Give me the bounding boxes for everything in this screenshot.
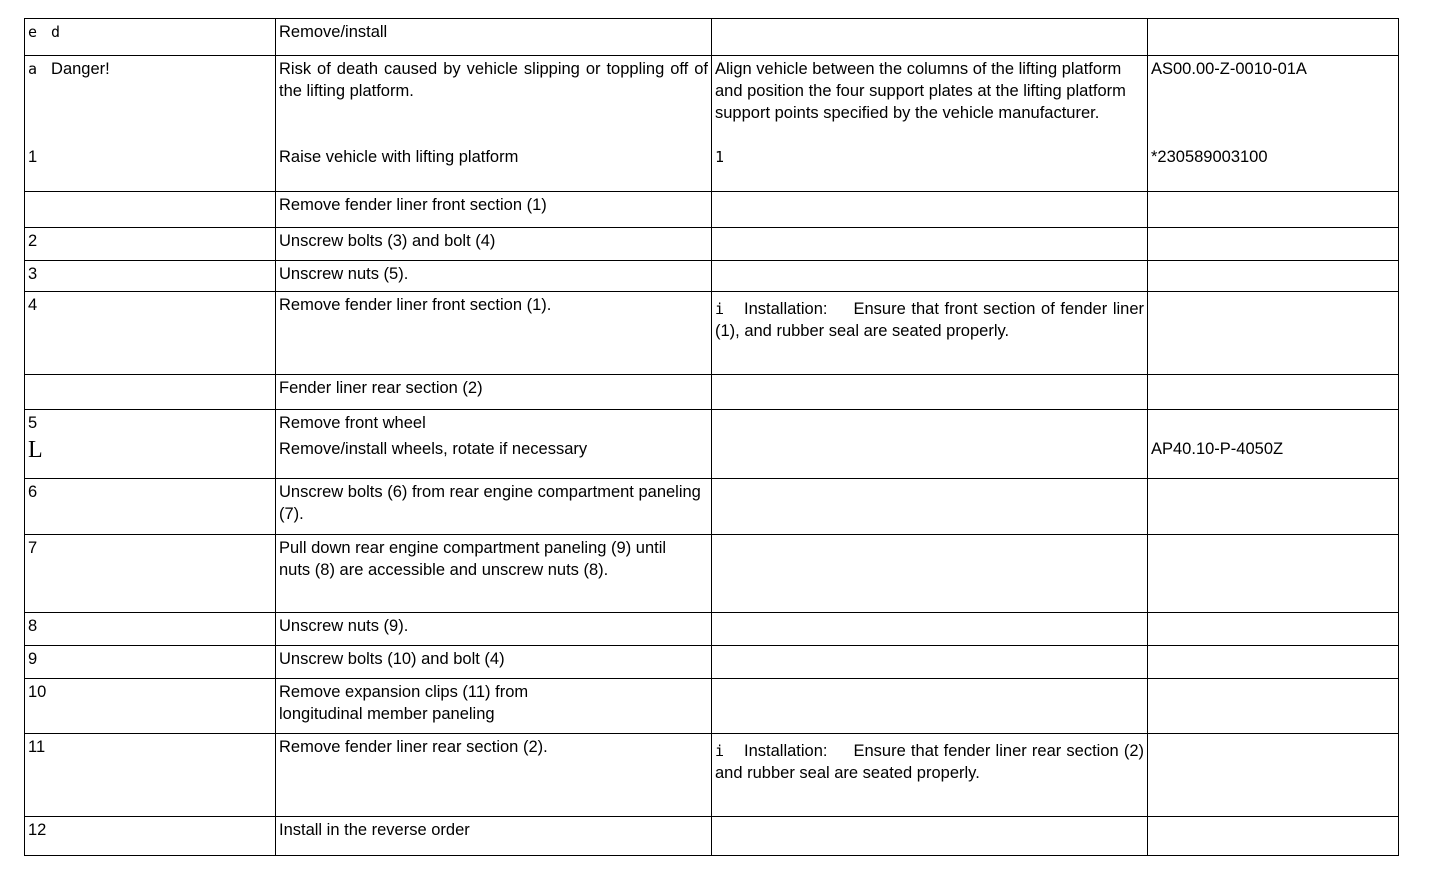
procedure-table — [24, 18, 1399, 856]
step-number: 9 — [25, 646, 276, 679]
step-subtext: Remove/install wheels, rotate if necessary — [279, 440, 588, 458]
step-row — [25, 646, 1399, 679]
step-number: 5 — [28, 414, 38, 432]
empty-cell — [712, 679, 1148, 734]
step-ref: *230589003100 — [1151, 148, 1268, 166]
step-text: Unscrew bolts (10) and bolt (4) — [276, 646, 712, 679]
step-number: 12 — [25, 817, 276, 856]
empty-cell — [25, 375, 276, 410]
empty-cell — [1148, 192, 1399, 228]
wrench-reference-symbol: L — [28, 437, 43, 463]
empty-cell — [712, 410, 1148, 479]
step-row — [25, 679, 1399, 734]
danger-label: Danger! — [51, 60, 110, 78]
step-text: Unscrew nuts (9). — [276, 613, 712, 646]
section-row — [25, 375, 1399, 410]
empty-cell — [1148, 817, 1399, 856]
symbol-e: e — [28, 23, 38, 41]
section-title-front: Remove fender liner front section (1) — [276, 192, 712, 228]
step-row — [25, 479, 1399, 535]
header-row — [25, 19, 1399, 56]
installation-note — [712, 292, 1148, 375]
header-title: Remove/install — [276, 19, 712, 56]
header-symbols — [25, 19, 276, 56]
step-text: Unscrew nuts (5). — [276, 261, 712, 292]
step-number: 3 — [25, 261, 276, 292]
installation-note — [712, 734, 1148, 817]
danger-col2 — [276, 56, 712, 192]
danger-instruction: Align vehicle between the columns of the lifting platform and position the four support plates at the lifting platform support points specified by the vehicle manufacturer. — [715, 60, 1126, 122]
empty-cell — [712, 479, 1148, 535]
step-number: 7 — [25, 535, 276, 613]
empty-cell — [1148, 261, 1399, 292]
empty-cell — [1148, 613, 1399, 646]
step-number: 1 — [28, 148, 38, 166]
step-text: Remove fender liner front section (1). — [276, 292, 712, 375]
danger-col3 — [712, 56, 1148, 192]
empty-cell — [1148, 734, 1399, 817]
empty-cell — [712, 646, 1148, 679]
empty-cell — [1148, 228, 1399, 261]
step-ref: AP40.10-P-4050Z — [1151, 440, 1284, 458]
step-number: 2 — [25, 228, 276, 261]
danger-ref: AS00.00-Z-0010-01A — [1151, 60, 1307, 78]
section-title-rear: Fender liner rear section (2) — [276, 375, 712, 410]
step-number: 4 — [25, 292, 276, 375]
empty-cell — [1148, 375, 1399, 410]
symbol-d: d — [51, 23, 61, 41]
danger-col1 — [25, 56, 276, 192]
step-text: Remove fender liner rear section (2). — [276, 734, 712, 817]
empty-cell — [712, 613, 1148, 646]
danger-symbol: a — [28, 60, 38, 78]
step-number: 8 — [25, 613, 276, 646]
step-row — [25, 410, 1399, 479]
note-text: Ensure that fender liner rear section (2) and rubber seal are seated properly. — [715, 742, 1144, 782]
note-label: Installation: — [744, 300, 828, 318]
info-icon: i — [715, 742, 725, 760]
step-row — [25, 817, 1399, 856]
empty-cell — [1148, 292, 1399, 375]
step-text: Pull down rear engine compartment paneling (9) until nuts (8) are accessible and unscrew nuts (8). — [276, 535, 712, 613]
step-number: 11 — [25, 734, 276, 817]
step-row — [25, 535, 1399, 613]
step-note-symbol: 1 — [715, 148, 725, 166]
step-text: Remove front wheel — [279, 414, 426, 432]
step-row — [25, 734, 1399, 817]
danger-row — [25, 56, 1399, 192]
step-number: 6 — [25, 479, 276, 535]
step-row — [25, 292, 1399, 375]
empty-cell — [712, 261, 1148, 292]
empty-cell — [1148, 646, 1399, 679]
info-icon: i — [715, 300, 725, 318]
step-text: Unscrew bolts (6) from rear engine compartment paneling (7). — [276, 479, 712, 535]
empty-cell — [712, 192, 1148, 228]
step-text: Install in the reverse order — [276, 817, 712, 856]
step-number-cell — [25, 410, 276, 479]
step-row — [25, 261, 1399, 292]
empty-cell — [25, 192, 276, 228]
empty-cell — [1148, 535, 1399, 613]
step-row — [25, 613, 1399, 646]
empty-cell — [712, 817, 1148, 856]
empty-cell — [1148, 19, 1399, 56]
empty-cell — [712, 19, 1148, 56]
empty-cell — [1148, 479, 1399, 535]
empty-cell — [1148, 679, 1399, 734]
step-text-cell — [276, 410, 712, 479]
step-text: Unscrew bolts (3) and bolt (4) — [276, 228, 712, 261]
step-number: 10 — [25, 679, 276, 734]
danger-text: Risk of death caused by vehicle slipping or toppling off of the lifting platform. — [279, 60, 708, 100]
empty-cell — [712, 228, 1148, 261]
step-row — [25, 228, 1399, 261]
note-label: Installation: — [744, 742, 828, 760]
empty-cell — [712, 375, 1148, 410]
danger-col4 — [1148, 56, 1399, 192]
step-ref-cell — [1148, 410, 1399, 479]
note-text: Ensure that front section of fender liner (1), and rubber seal are seated properly. — [715, 300, 1144, 340]
section-row — [25, 192, 1399, 228]
empty-cell — [712, 535, 1148, 613]
step-text: Raise vehicle with lifting platform — [279, 148, 519, 166]
step-text: Remove expansion clips (11) from longitudinal member paneling — [276, 679, 712, 734]
